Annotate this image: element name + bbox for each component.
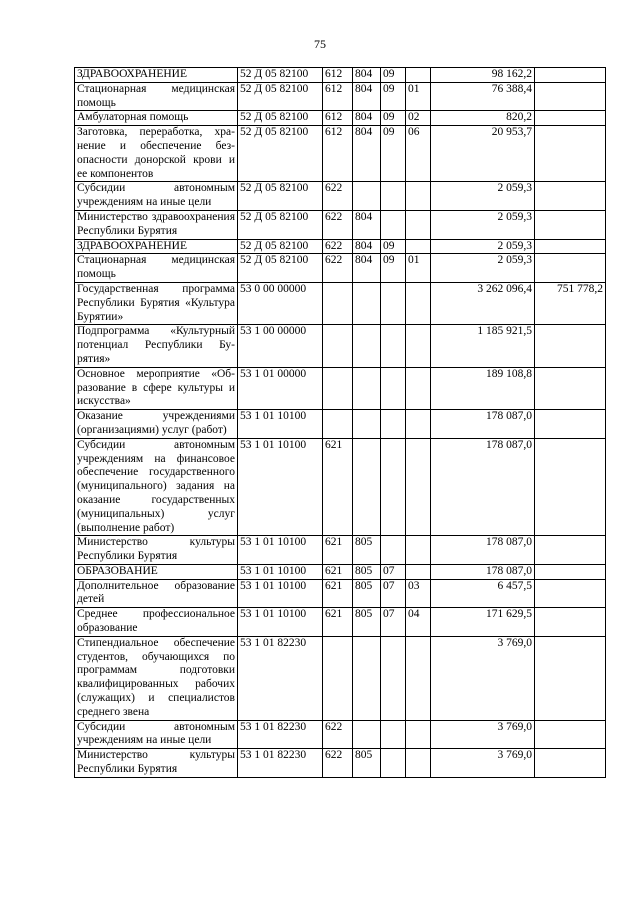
cell-section: 09 <box>381 68 406 83</box>
cell-amount-extra: 751 778,2 <box>535 282 606 324</box>
cell-section <box>381 536 406 565</box>
cell-expense-type <box>323 636 353 720</box>
cell-administrator: 804 <box>353 239 381 254</box>
cell-target-article: 52 Д 05 82100 <box>238 210 323 239</box>
cell-administrator: 805 <box>353 608 381 637</box>
cell-target-article: 53 1 01 00000 <box>238 367 323 409</box>
cell-name: Стационарная медицинская помощь <box>75 82 238 111</box>
cell-administrator <box>353 438 381 536</box>
cell-expense-type <box>323 325 353 367</box>
cell-amount: 820,2 <box>431 111 535 126</box>
cell-name: ЗДРАВООХРАНЕНИЕ <box>75 239 238 254</box>
table-row <box>75 438 606 536</box>
cell-subsection <box>406 239 431 254</box>
cell-amount: 2 059,3 <box>431 254 535 283</box>
cell-subsection <box>406 564 431 579</box>
cell-amount: 178 087,0 <box>431 410 535 439</box>
cell-amount-extra <box>535 564 606 579</box>
cell-subsection <box>406 438 431 536</box>
cell-expense-type <box>323 367 353 409</box>
cell-section: 07 <box>381 608 406 637</box>
cell-name: ОБРАЗОВАНИЕ <box>75 564 238 579</box>
cell-section: 07 <box>381 564 406 579</box>
cell-amount: 2 059,3 <box>431 182 535 211</box>
cell-name: Заготовка, переработка, хранение и обеспечение безопасности донорской крови и ее компонентов <box>75 126 238 182</box>
cell-name: Государственная программа Республики Бурятия «Культура Бурятии» <box>75 282 238 324</box>
cell-target-article: 52 Д 05 82100 <box>238 239 323 254</box>
cell-subsection <box>406 367 431 409</box>
cell-section <box>381 182 406 211</box>
cell-amount: 3 769,0 <box>431 636 535 720</box>
cell-administrator <box>353 182 381 211</box>
cell-amount-extra <box>535 82 606 111</box>
cell-amount-extra <box>535 68 606 83</box>
cell-name: ЗДРАВООХРАНЕНИЕ <box>75 68 238 83</box>
table-row <box>75 82 606 111</box>
cell-amount: 189 108,8 <box>431 367 535 409</box>
cell-amount-extra <box>535 608 606 637</box>
cell-administrator: 804 <box>353 254 381 283</box>
cell-amount-extra <box>535 239 606 254</box>
cell-target-article: 53 1 01 10100 <box>238 564 323 579</box>
cell-section <box>381 282 406 324</box>
cell-subsection: 02 <box>406 111 431 126</box>
cell-name: Подпрограмма «Культурный потенциал Республики Бурятия» <box>75 325 238 367</box>
table-row <box>75 636 606 720</box>
cell-administrator: 805 <box>353 536 381 565</box>
cell-amount: 178 087,0 <box>431 438 535 536</box>
cell-expense-type: 621 <box>323 536 353 565</box>
cell-subsection <box>406 720 431 749</box>
cell-amount-extra <box>535 367 606 409</box>
cell-target-article: 53 1 01 10100 <box>238 410 323 439</box>
table-row <box>75 410 606 439</box>
cell-expense-type <box>323 282 353 324</box>
cell-section <box>381 210 406 239</box>
cell-subsection <box>406 182 431 211</box>
cell-subsection: 06 <box>406 126 431 182</box>
cell-name: Субсидии автономным учреждениям на иные цели <box>75 182 238 211</box>
cell-amount: 3 769,0 <box>431 749 535 778</box>
cell-name: Субсидии автономным учреждениям на финансовое обеспечение государственного (муниципального) задания на оказание государственных (муниципальных) услуг (выполнение работ) <box>75 438 238 536</box>
cell-target-article: 52 Д 05 82100 <box>238 126 323 182</box>
cell-expense-type: 612 <box>323 126 353 182</box>
cell-expense-type: 612 <box>323 111 353 126</box>
cell-subsection <box>406 68 431 83</box>
table-row <box>75 210 606 239</box>
cell-target-article: 52 Д 05 82100 <box>238 82 323 111</box>
cell-name: Министерство культуры Республики Бурятия <box>75 749 238 778</box>
table-row <box>75 68 606 83</box>
cell-expense-type: 621 <box>323 579 353 608</box>
cell-amount: 178 087,0 <box>431 564 535 579</box>
cell-section <box>381 438 406 536</box>
cell-target-article: 53 1 01 10100 <box>238 536 323 565</box>
cell-amount: 98 162,2 <box>431 68 535 83</box>
cell-subsection <box>406 410 431 439</box>
cell-target-article: 53 0 00 00000 <box>238 282 323 324</box>
cell-section <box>381 749 406 778</box>
cell-subsection: 03 <box>406 579 431 608</box>
cell-expense-type: 622 <box>323 239 353 254</box>
cell-section: 09 <box>381 111 406 126</box>
table-row <box>75 182 606 211</box>
cell-administrator <box>353 410 381 439</box>
cell-name: Министерство здравоохранения Республики Бурятия <box>75 210 238 239</box>
cell-expense-type: 621 <box>323 438 353 536</box>
cell-expense-type: 622 <box>323 210 353 239</box>
table-row <box>75 367 606 409</box>
cell-target-article: 52 Д 05 82100 <box>238 254 323 283</box>
cell-amount-extra <box>535 536 606 565</box>
cell-expense-type: 622 <box>323 254 353 283</box>
table-row <box>75 325 606 367</box>
cell-amount-extra <box>535 579 606 608</box>
cell-administrator: 804 <box>353 68 381 83</box>
cell-amount-extra <box>535 254 606 283</box>
cell-amount: 3 262 096,4 <box>431 282 535 324</box>
cell-amount: 3 769,0 <box>431 720 535 749</box>
table-row <box>75 254 606 283</box>
cell-subsection: 01 <box>406 254 431 283</box>
cell-amount: 6 457,5 <box>431 579 535 608</box>
cell-name: Стипендиальное обеспечение студентов, обучающихся по программам подготовки квалифицированных рабочих (служащих) и специалистов среднего звена <box>75 636 238 720</box>
cell-administrator: 805 <box>353 579 381 608</box>
cell-target-article: 52 Д 05 82100 <box>238 68 323 83</box>
cell-target-article: 53 1 01 82230 <box>238 720 323 749</box>
table-row <box>75 282 606 324</box>
cell-amount: 20 953,7 <box>431 126 535 182</box>
table-row <box>75 749 606 778</box>
cell-amount-extra <box>535 325 606 367</box>
cell-target-article: 53 1 00 00000 <box>238 325 323 367</box>
table-row <box>75 720 606 749</box>
cell-amount-extra <box>535 720 606 749</box>
cell-expense-type: 612 <box>323 68 353 83</box>
cell-expense-type <box>323 410 353 439</box>
cell-amount-extra <box>535 182 606 211</box>
cell-administrator: 804 <box>353 126 381 182</box>
table-body <box>75 68 606 778</box>
cell-section <box>381 367 406 409</box>
cell-section <box>381 410 406 439</box>
cell-expense-type: 622 <box>323 720 353 749</box>
cell-subsection <box>406 325 431 367</box>
cell-subsection: 04 <box>406 608 431 637</box>
cell-administrator: 804 <box>353 210 381 239</box>
cell-expense-type: 622 <box>323 749 353 778</box>
cell-amount-extra <box>535 410 606 439</box>
cell-subsection <box>406 749 431 778</box>
cell-section: 09 <box>381 239 406 254</box>
cell-amount-extra <box>535 749 606 778</box>
cell-name: Субсидии автономным учреждениям на иные цели <box>75 720 238 749</box>
cell-amount-extra <box>535 111 606 126</box>
cell-name: Министерство культуры Республики Бурятия <box>75 536 238 565</box>
cell-amount-extra <box>535 126 606 182</box>
cell-section <box>381 720 406 749</box>
cell-administrator: 805 <box>353 749 381 778</box>
table-row <box>75 111 606 126</box>
cell-expense-type: 612 <box>323 82 353 111</box>
cell-name: Оказание учреждениями (организациями) услуг (работ) <box>75 410 238 439</box>
cell-target-article: 52 Д 05 82100 <box>238 182 323 211</box>
cell-section <box>381 325 406 367</box>
table-row <box>75 579 606 608</box>
cell-name: Стационарная медицинская помощь <box>75 254 238 283</box>
cell-expense-type: 622 <box>323 182 353 211</box>
cell-administrator <box>353 636 381 720</box>
cell-administrator: 804 <box>353 111 381 126</box>
table-row <box>75 608 606 637</box>
cell-target-article: 53 1 01 10100 <box>238 608 323 637</box>
cell-amount: 171 629,5 <box>431 608 535 637</box>
cell-target-article: 53 1 01 10100 <box>238 438 323 536</box>
cell-target-article: 52 Д 05 82100 <box>238 111 323 126</box>
cell-section <box>381 636 406 720</box>
cell-administrator <box>353 367 381 409</box>
cell-name: Дополнительное образование детей <box>75 579 238 608</box>
cell-subsection <box>406 282 431 324</box>
cell-subsection: 01 <box>406 82 431 111</box>
table-row <box>75 564 606 579</box>
cell-subsection <box>406 536 431 565</box>
budget-table <box>74 67 606 778</box>
cell-administrator <box>353 282 381 324</box>
table-row <box>75 126 606 182</box>
cell-amount: 1 185 921,5 <box>431 325 535 367</box>
cell-administrator: 805 <box>353 564 381 579</box>
cell-administrator <box>353 720 381 749</box>
cell-name: Среднее профессиональное образование <box>75 608 238 637</box>
cell-amount: 76 388,4 <box>431 82 535 111</box>
page-number: 75 <box>314 37 326 51</box>
cell-amount: 2 059,3 <box>431 210 535 239</box>
cell-name: Основное мероприятие «Образование в сфере культуры и искусства» <box>75 367 238 409</box>
cell-target-article: 53 1 01 82230 <box>238 749 323 778</box>
cell-expense-type: 621 <box>323 564 353 579</box>
cell-name: Амбулаторная помощь <box>75 111 238 126</box>
cell-section: 09 <box>381 254 406 283</box>
cell-amount: 178 087,0 <box>431 536 535 565</box>
cell-target-article: 53 1 01 10100 <box>238 579 323 608</box>
cell-administrator <box>353 325 381 367</box>
cell-section: 09 <box>381 126 406 182</box>
cell-amount-extra <box>535 636 606 720</box>
cell-subsection <box>406 636 431 720</box>
cell-amount-extra <box>535 438 606 536</box>
cell-amount-extra <box>535 210 606 239</box>
cell-subsection <box>406 210 431 239</box>
cell-target-article: 53 1 01 82230 <box>238 636 323 720</box>
cell-section: 09 <box>381 82 406 111</box>
cell-amount: 2 059,3 <box>431 239 535 254</box>
table-row <box>75 536 606 565</box>
cell-administrator: 804 <box>353 82 381 111</box>
table-row <box>75 239 606 254</box>
cell-expense-type: 621 <box>323 608 353 637</box>
cell-section: 07 <box>381 579 406 608</box>
